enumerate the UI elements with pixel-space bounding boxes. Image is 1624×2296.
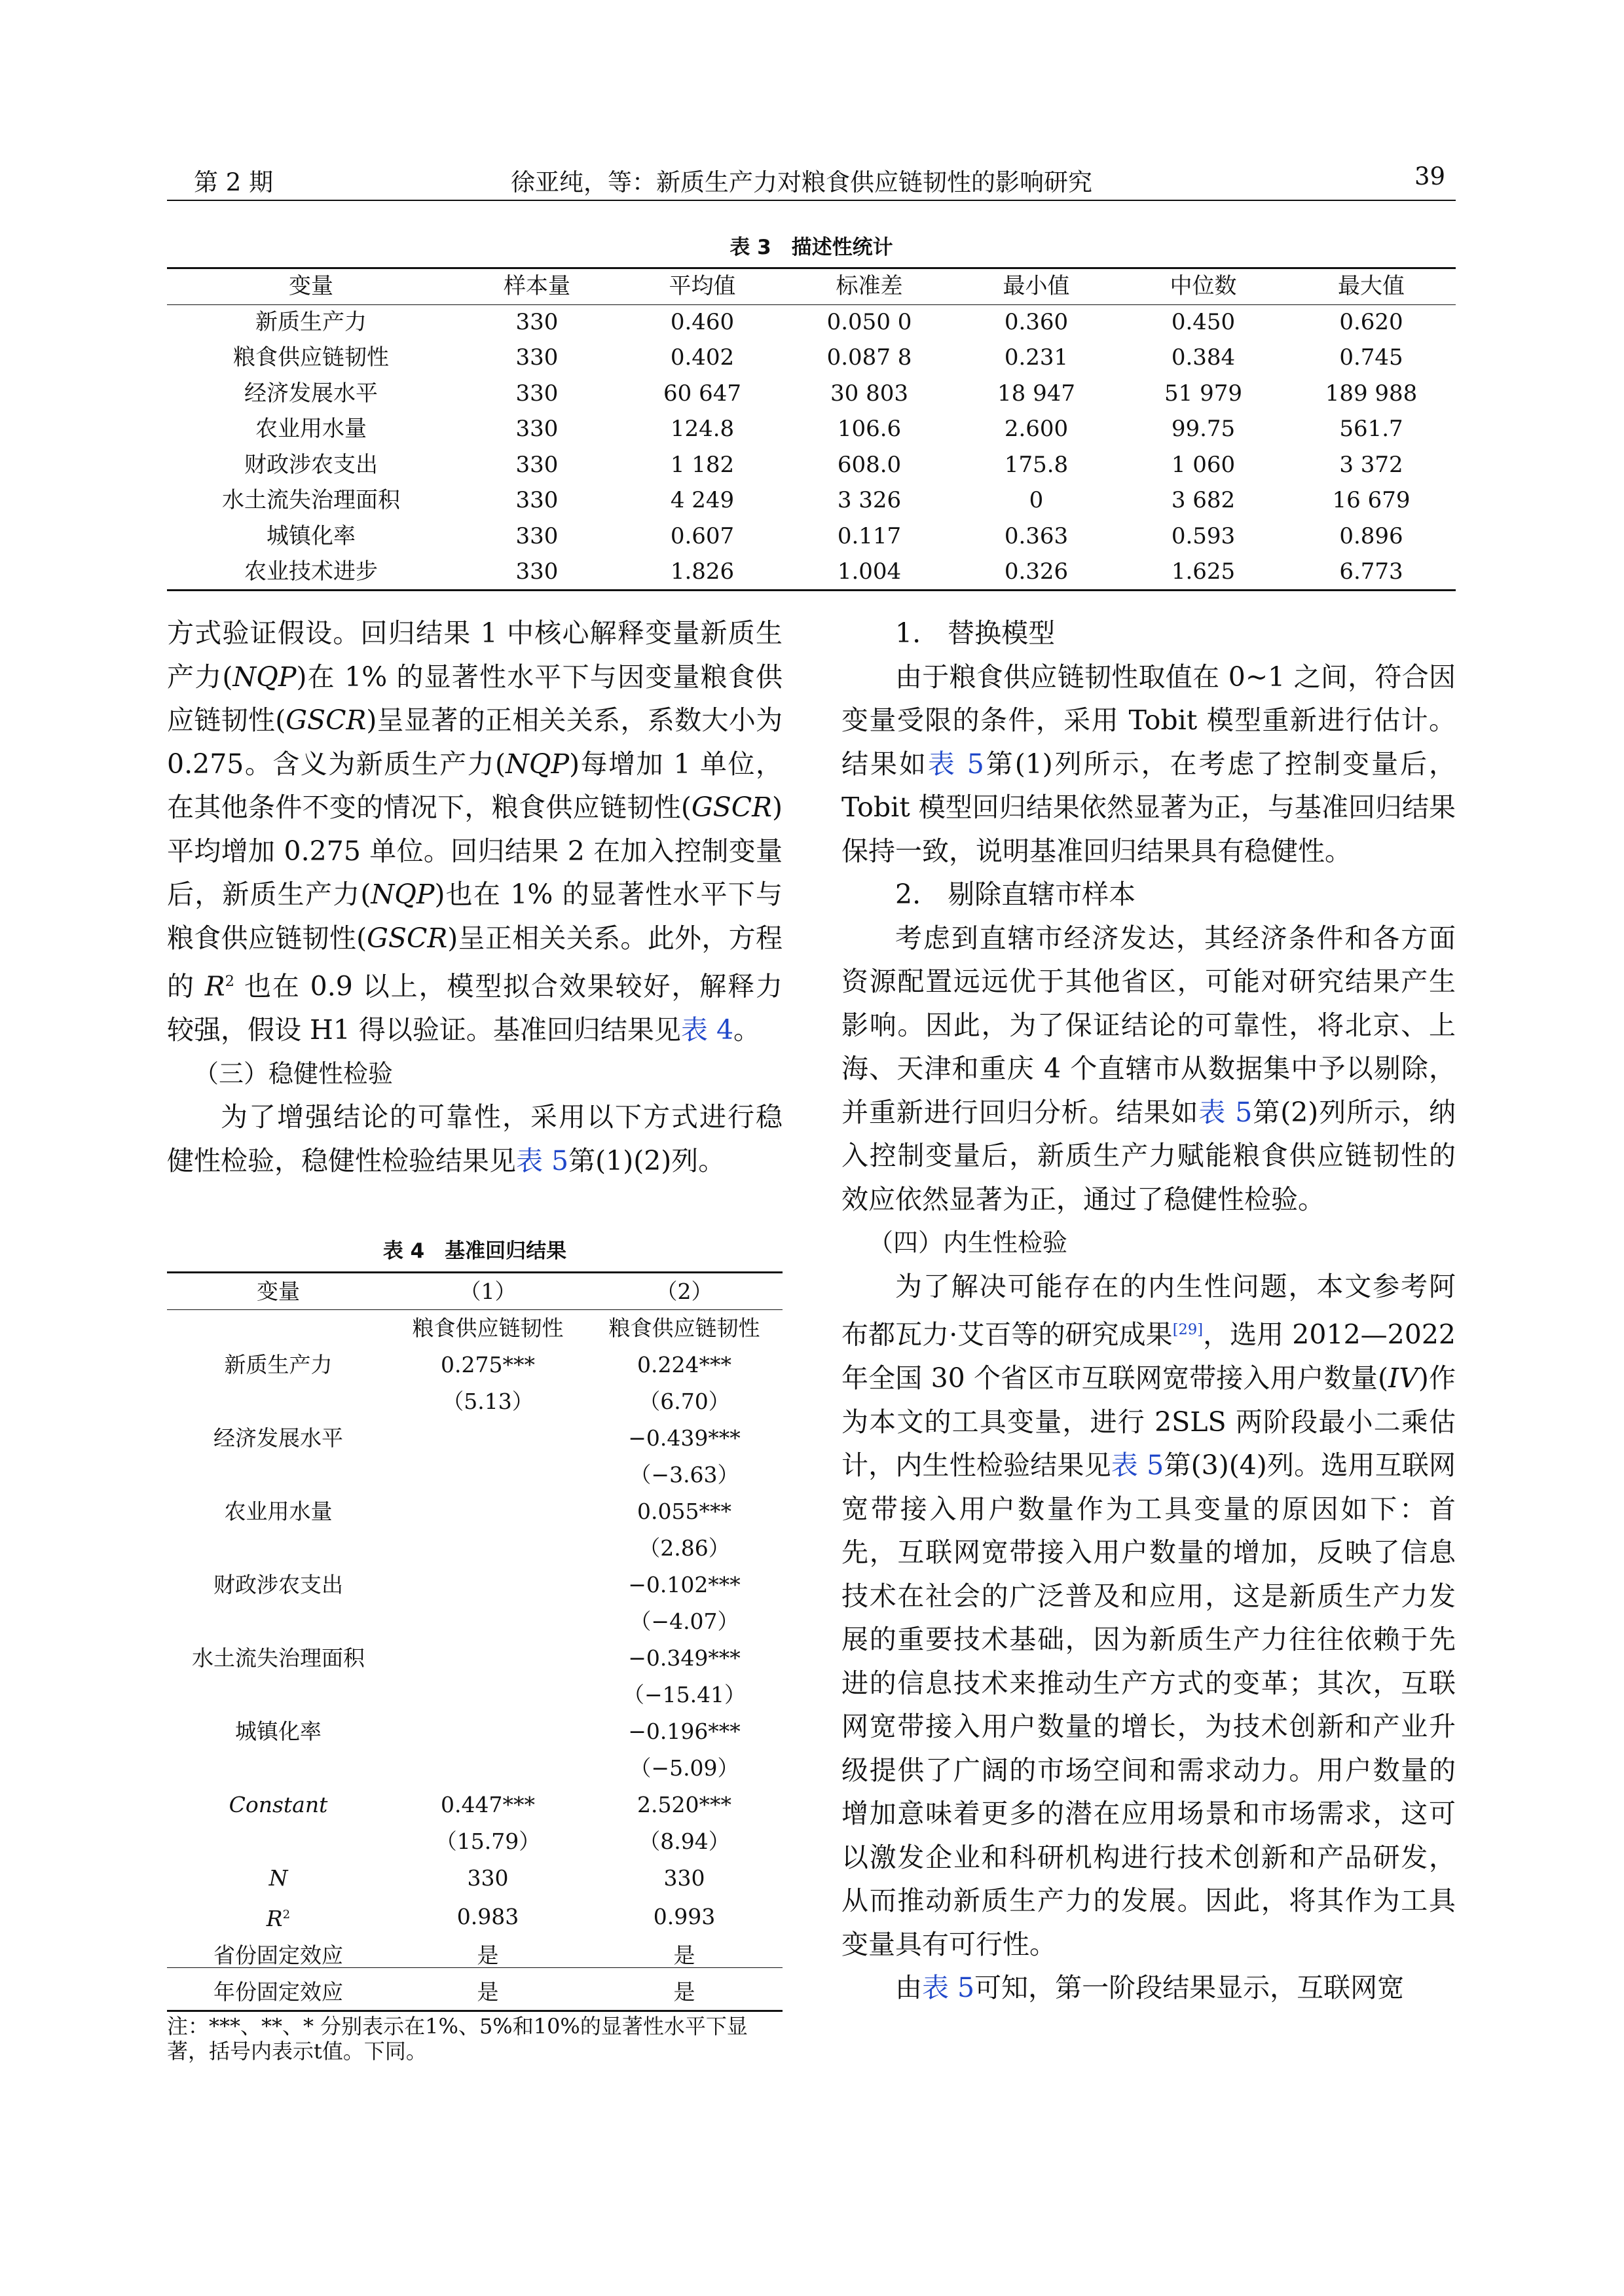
variable-cell: 省份固定效应	[213, 1942, 343, 1968]
table-cell: 51 979	[1164, 380, 1242, 407]
table-cell: 99.75	[1171, 416, 1236, 442]
coef-cell: 0.275***	[441, 1352, 535, 1377]
variable-cell: 财政涉农支出	[213, 1572, 343, 1597]
endogeneity-paragraph: 为了解决可能存在的内生性问题，本文参考阿布都瓦力·艾百等的研究成果[29]，选用 2012—2022 年全国 30 个省区市互联网宽带接入用户数量(IV)作为本文的工具变量，进行 2SLS 两阶段最小二乘估计，内生性检验结果见表 5第(3)(4)列。选用互联网宽带接入用户数量作为工具变量的原因如下：首先，互联网宽带接入用户数量的增加，反映了信息技术在社会的广泛普及和应用，这是新质生产力发展的重要技术基础，因为新质生产力往往依赖于先进的信息技术来推动生产方式的变革；其次，互联网宽带接入用户数量的增长，为技术创新和产业升级提供了广阔的市场空间和需求动力。用户数量的增加意味着更多的潜在应用场景和市场需求，这可以激发企业和科研机构进行技术创新和产品研发，从而推动新质生产力的发展。因此，将其作为工具变量具有可行性。	[841, 1270, 1456, 1960]
header-rule	[167, 200, 1456, 201]
coef-cell: −0.439***	[628, 1425, 741, 1451]
variable-cell: Constant	[229, 1792, 328, 1817]
table-cell: 124.8	[670, 416, 735, 442]
table-row	[167, 1677, 783, 1713]
table-cell: 1.004	[837, 558, 902, 585]
table-cell: 189 988	[1325, 380, 1418, 407]
table-row	[167, 1420, 783, 1457]
table-row	[167, 447, 1456, 483]
tstat-cell	[390, 1677, 586, 1713]
n-label: N	[268, 1865, 288, 1891]
table-row	[167, 1383, 783, 1420]
column-header: 最大值	[1338, 273, 1405, 299]
variable-cell: 经济发展水平	[213, 1425, 343, 1451]
table-cell: 0.745	[1339, 344, 1403, 371]
column-header: 样本量	[504, 273, 570, 299]
exclude-municipalities-paragraph: 考虑到直辖市经济发达，其经济条件和各方面资源配置远远优于其他省区，可能对研究结果产生影响。因此，为了保证结论的可靠性，将北京、上海、天津和重庆 4 个直辖市从数据集中予以剔除，并重新进行回归分析。结果如表 5第(2)列所示，纳入控制变量后，新质生产力赋能粮食供应链韧性的效应依然显著为正，通过了稳健性检验。	[841, 922, 1456, 1215]
table5-link[interactable]: 表 5	[1198, 1096, 1253, 1128]
tstat-cell	[390, 1603, 586, 1640]
coef-cell: 0.447***	[441, 1792, 535, 1817]
table-row	[167, 1860, 783, 1897]
table-row	[167, 1347, 783, 1383]
table-cell: 1 060	[1171, 451, 1236, 478]
table-cell: 粮食供应链韧性	[412, 1315, 564, 1341]
table4-caption: 表 4 基准回归结果	[382, 1239, 567, 1263]
table-header-row	[167, 1273, 783, 1310]
table-cell: 2.600	[1004, 416, 1069, 442]
table-row	[167, 376, 1456, 412]
right-column-text	[841, 611, 1456, 2010]
column-header: 标准差	[836, 273, 903, 299]
page-number: 39	[1414, 162, 1446, 191]
descriptive-stats-table	[167, 268, 1456, 590]
table-row	[167, 1603, 783, 1640]
coef-cell: −0.196***	[628, 1719, 741, 1744]
table-cell: 是	[673, 1979, 695, 2005]
table-row	[167, 304, 1456, 340]
table-cell: 0.384	[1171, 344, 1236, 371]
table-cell: 0.620	[1339, 308, 1403, 335]
table-cell: 330	[515, 487, 559, 513]
table-cell: 0.326	[1004, 558, 1069, 585]
baseline-regression-paragraph: 方式验证假设。回归结果 1 中核心解释变量新质生产力(NQP)在 1% 的显著性水平下与因变量粮食供应链韧性(GSCR)呈显著的正相关关系，系数大小为 0.275。含义为新质生产力(NQP)每增加 1 单位，在其他条件不变的情况下，粮食供应链韧性(GSCR)平均增加 0.275 单位。回归结果 2 在加入控制变量后，新质生产力(NQP)也在 1% 的显著性水平下与粮食供应链韧性(GSCR)呈正相关关系。此外，方程的 $R^2$ 也在 0.9 以上，模型拟合效果较好，解释力较强，假设 H1 得以验证。基准回归结果见表 4。	[167, 617, 783, 1046]
coef-cell: −0.102***	[628, 1572, 741, 1597]
table-cell: 175.8	[1004, 451, 1069, 478]
coef-cell: 0.055***	[637, 1499, 731, 1524]
column-header: 变量	[257, 1279, 300, 1304]
coef-cell: 0.224***	[637, 1352, 731, 1377]
table-cell: 1.625	[1171, 558, 1236, 585]
variable-cell: 粮食供应链韧性	[233, 344, 389, 371]
table-cell: 0.993	[653, 1904, 716, 1929]
table-cell: 330	[515, 451, 559, 478]
table-cell: 3 372	[1339, 451, 1403, 478]
table-row	[167, 1457, 783, 1493]
table-cell: 4 249	[670, 487, 735, 513]
table-cell: 0.607	[670, 522, 735, 549]
table-cell: 0.117	[837, 522, 902, 549]
table-cell: 0.983	[456, 1904, 519, 1929]
variable-cell: 年份固定效应	[213, 1979, 343, 2005]
column-header: 中位数	[1170, 273, 1237, 299]
variable-cell: 农业用水量	[255, 416, 367, 442]
table-cell: 330	[467, 1865, 509, 1891]
table-cell: 18 947	[997, 380, 1075, 407]
table-cell: 608.0	[837, 451, 902, 478]
table-row	[167, 1640, 783, 1677]
tstat-cell: （−15.41）	[622, 1682, 747, 1707]
r2-label: $R^2$	[266, 1906, 291, 1931]
table-cell: 0.896	[1339, 522, 1403, 549]
coef-cell: 2.520***	[637, 1792, 731, 1817]
table-cell: 561.7	[1339, 416, 1403, 442]
table-row	[167, 1493, 783, 1530]
coef-cell	[390, 1493, 586, 1530]
table-cell: 0.402	[670, 344, 735, 371]
table-cell: 16 679	[1332, 487, 1411, 513]
table-row	[167, 1530, 783, 1567]
table-header-row	[167, 268, 1456, 304]
variable-cell: 水土流失治理面积	[192, 1645, 365, 1671]
section-heading-robustness: （三）稳健性检验	[194, 1059, 394, 1088]
table-cell: 0	[1029, 487, 1044, 513]
table-row	[167, 411, 1456, 447]
tstat-cell: （5.13）	[442, 1389, 534, 1414]
robustness-intro-paragraph: 为了增强结论的可靠性，采用以下方式进行稳健性检验，稳健性检验结果见表 5第(1)(2)列。	[167, 1101, 783, 1176]
tstat-cell: （−5.09）	[629, 1755, 739, 1781]
issue-number: 第 2 期	[194, 168, 274, 196]
variable-cell: 城镇化率	[235, 1719, 322, 1744]
table-cell: 330	[515, 344, 559, 371]
table-row	[167, 1713, 783, 1750]
coef-cell	[390, 1640, 586, 1677]
table-cell: 是	[477, 1979, 499, 2005]
coef-cell	[390, 1567, 586, 1603]
table5-link[interactable]: 表 5	[1111, 1449, 1164, 1482]
tstat-cell: （6.70）	[638, 1389, 730, 1414]
table-cell: 6.773	[1339, 558, 1403, 585]
table4-note: 注：***、**、* 分别表示在1%、5%和10%的显著性水平下显著，括号内表示t值。下同。	[167, 2014, 748, 2064]
table-cell: 330	[515, 380, 559, 407]
section-heading-exclude-municipalities: 2. 剔除直辖市样本	[895, 879, 1136, 910]
table-row	[167, 519, 1456, 555]
variable-cell: 新质生产力	[224, 1352, 333, 1377]
table-cell: 0.363	[1004, 522, 1069, 549]
variable-cell: 城镇化率	[267, 522, 356, 549]
table-row	[167, 483, 1456, 519]
variable-cell: 水土流失治理面积	[222, 487, 400, 513]
table-cell: 粮食供应链韧性	[608, 1315, 760, 1341]
column-header: 变量	[289, 273, 333, 299]
table-cell: 3 326	[837, 487, 902, 513]
table-row	[167, 1974, 783, 2011]
tstat-cell: （15.79）	[435, 1829, 541, 1854]
section-heading-replace-model: 1. 替换模型	[895, 617, 1056, 649]
table-cell: 0.050 0	[826, 308, 912, 335]
table-row	[167, 1897, 783, 1937]
table-cell: 30 803	[830, 380, 908, 407]
tstat-cell	[390, 1530, 586, 1567]
table-cell: 0.450	[1171, 308, 1236, 335]
column-header: 最小值	[1003, 273, 1070, 299]
table5-link[interactable]: 表 5	[922, 1972, 975, 2004]
table-row	[167, 1823, 783, 1860]
tstat-cell: （−4.07）	[629, 1609, 739, 1634]
table-cell: 0.360	[1004, 308, 1069, 335]
table-row	[167, 340, 1456, 376]
variable-cell: 新质生产力	[255, 308, 367, 335]
tstat-cell: （2.86）	[638, 1535, 730, 1561]
tstat-cell: （−3.63）	[629, 1462, 739, 1487]
left-column-text	[167, 611, 783, 1182]
table-cell: 0.460	[670, 308, 735, 335]
tstat-cell	[390, 1750, 586, 1787]
table-cell: 0.593	[1171, 522, 1236, 549]
coef-cell	[390, 1420, 586, 1457]
table5-link[interactable]: 表 5	[516, 1144, 569, 1176]
table-row	[167, 1787, 783, 1823]
table-cell: 1.826	[670, 558, 735, 585]
table-row	[167, 554, 1456, 590]
running-title: 徐亚纯，等：新质生产力对粮食供应链韧性的影响研究	[511, 168, 1092, 196]
table4-link[interactable]: 表 4	[680, 1014, 734, 1046]
table-cell: 0.087 8	[826, 344, 912, 371]
variable-cell: 财政涉农支出	[244, 451, 378, 478]
variable-cell: 农业用水量	[224, 1499, 333, 1524]
tstat-cell: （8.94）	[638, 1829, 730, 1854]
table-cell: 330	[515, 522, 559, 549]
coef-cell: −0.349***	[628, 1645, 741, 1671]
table-cell: 是	[673, 1942, 695, 1968]
column-header: （2）	[655, 1279, 713, 1304]
dependent-variable-row	[167, 1310, 783, 1347]
tstat-cell	[390, 1457, 586, 1493]
table-cell: 1 182	[670, 451, 735, 478]
column-header: 平均值	[669, 273, 736, 299]
table-cell: 330	[515, 558, 559, 585]
table-row	[167, 1937, 783, 1974]
table-cell: 330	[515, 416, 559, 442]
section-heading-endogeneity: （四）内生性检验	[868, 1228, 1068, 1257]
baseline-regression-table	[167, 1273, 783, 2011]
table-cell: 60 647	[663, 380, 741, 407]
table-row	[167, 1750, 783, 1787]
variable-cell: 经济发展水平	[244, 380, 378, 407]
coef-cell	[390, 1713, 586, 1750]
table-cell: 0.231	[1004, 344, 1069, 371]
first-stage-paragraph: 由表 5可知，第一阶段结果显示，互联网宽	[895, 1972, 1405, 2004]
table5-link[interactable]: 表 5	[927, 748, 984, 780]
table-cell: 330	[515, 308, 559, 335]
variable-cell: 农业技术进步	[244, 558, 378, 585]
table3-caption: 表 3 描述性统计	[729, 236, 893, 259]
table-row	[167, 1567, 783, 1603]
table-cell: 3 682	[1171, 487, 1236, 513]
table-cell: 是	[477, 1942, 499, 1968]
reference-link[interactable]: [29]	[1172, 1321, 1204, 1338]
table-cell: 330	[663, 1865, 705, 1891]
table-cell: 106.6	[837, 416, 902, 442]
column-header: （1）	[459, 1279, 517, 1304]
replace-model-paragraph: 由于粮食供应链韧性取值在 0~1 之间，符合因变量受限的条件，采用 Tobit 模型重新进行估计。结果如表 5第(1)列所示，在考虑了控制变量后，Tobit 模型回归结果依然显著为正，与基准回归结果保持一致，说明基准回归结果具有稳健性。	[841, 661, 1456, 867]
